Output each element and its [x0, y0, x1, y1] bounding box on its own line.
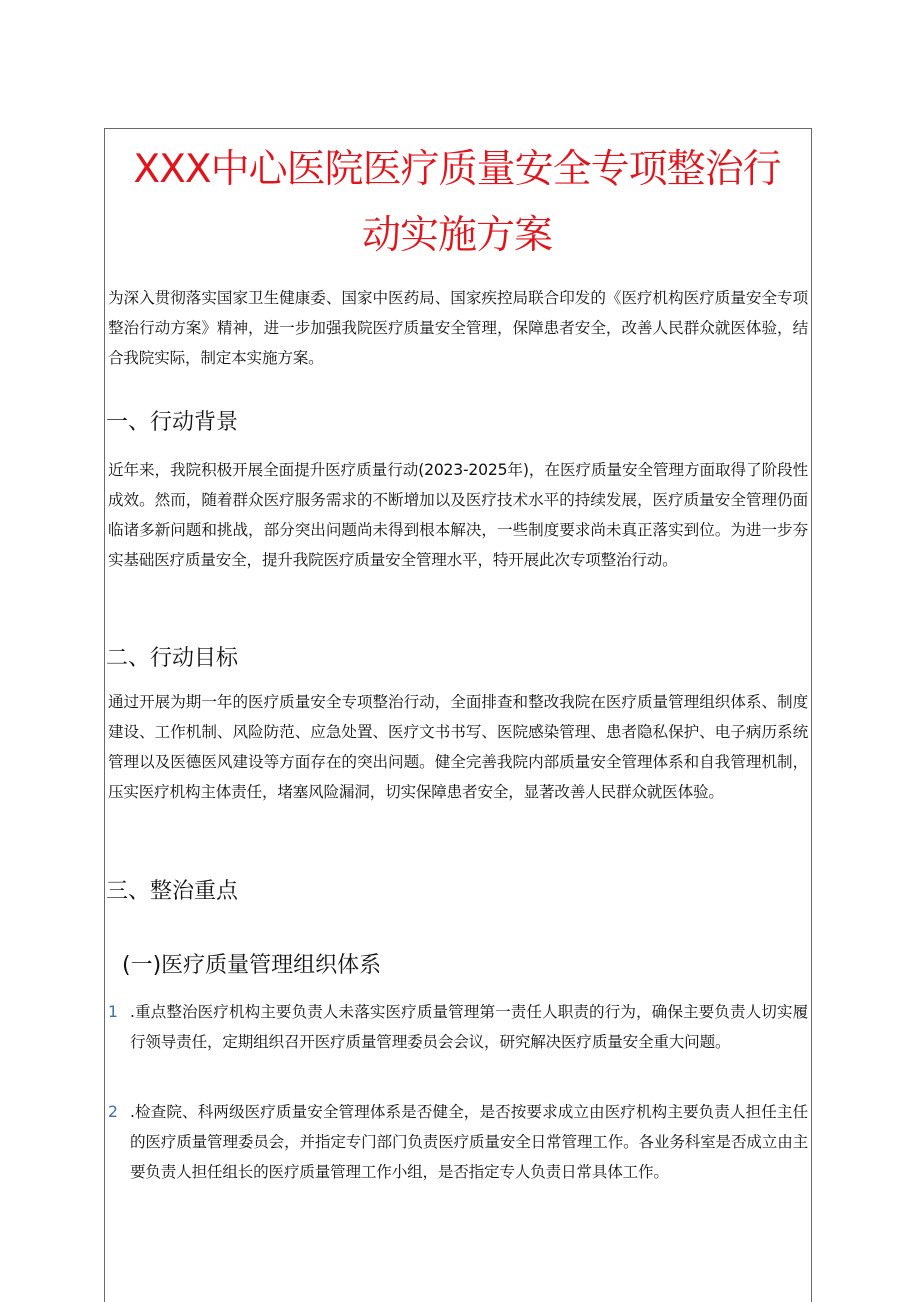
section-1-heading: 一、行动背景	[106, 410, 239, 435]
list-item-number: 1	[108, 1003, 118, 1021]
section-2-body: 通过开展为期一年的医疗质量安全专项整治行动，全面排查和整改我院在医疗质量管理组织体系、制度建设、工作机制、风险防范、应急处置、医疗文书书写、医院感染管理、患者隐私保护、电子病历系统管理以及医德医风建设等方面存在的突出问题。健全完善我院内部质量安全管理体系和自我管理机制，压实医疗机构主体责任，堵塞风险漏洞，切实保障患者安全，显著改善人民群众就医体验。	[108, 693, 808, 801]
section-1-body: 近年来，我院积极开展全面提升医疗质量行动(2023-2025年)，在医疗质量安全管理方面取得了阶段性成效。然而，随着群众医疗服务需求的不断增加以及医疗技术水平的持续发展，医疗质量安全管理仍面临诸多新问题和挑战，部分突出问题尚未得到根本解决，一些制度要求尚未真正落实到位。为进一步夯实基础医疗质量安全，提升我院医疗质量安全管理水平，特开展此次专项整治行动。	[108, 461, 808, 569]
document-title-line-2: 动实施方案	[361, 213, 552, 258]
section-2-heading: 二、行动目标	[106, 646, 239, 671]
list-item-number: 2	[108, 1103, 118, 1121]
subsection-1-heading: (一)医疗质量管理组织体系	[122, 953, 382, 978]
section-3-heading: 三、整治重点	[106, 879, 239, 904]
list-item-text: .检查院、科两级医疗质量安全管理体系是否健全，是否按要求成立由医疗机构主要负责人担任主任的医疗质量管理委员会，并指定专门部门负责医疗质量安全日常管理工作。各业务科室是否成立由主要负责人担任组长的医疗质量管理工作小组，是否指定专人负责日常具体工作。	[130, 1103, 808, 1181]
intro-paragraph: 为深入贯彻落实国家卫生健康委、国家中医药局、国家疾控局联合印发的《医疗机构医疗质量安全专项整治行动方案》精神，进一步加强我院医疗质量安全管理，保障患者安全，改善人民群众就医体验，结合我院实际，制定本实施方案。	[108, 289, 808, 367]
list-item-text: .重点整治医疗机构主要负责人未落实医疗质量管理第一责任人职责的行为，确保主要负责人切实履行领导责任，定期组织召开医疗质量管理委员会会议，研究解决医疗质量安全重大问题。	[130, 1003, 808, 1051]
document-title-line-1: XXX中心医院医疗质量安全专项整治行	[133, 147, 781, 192]
